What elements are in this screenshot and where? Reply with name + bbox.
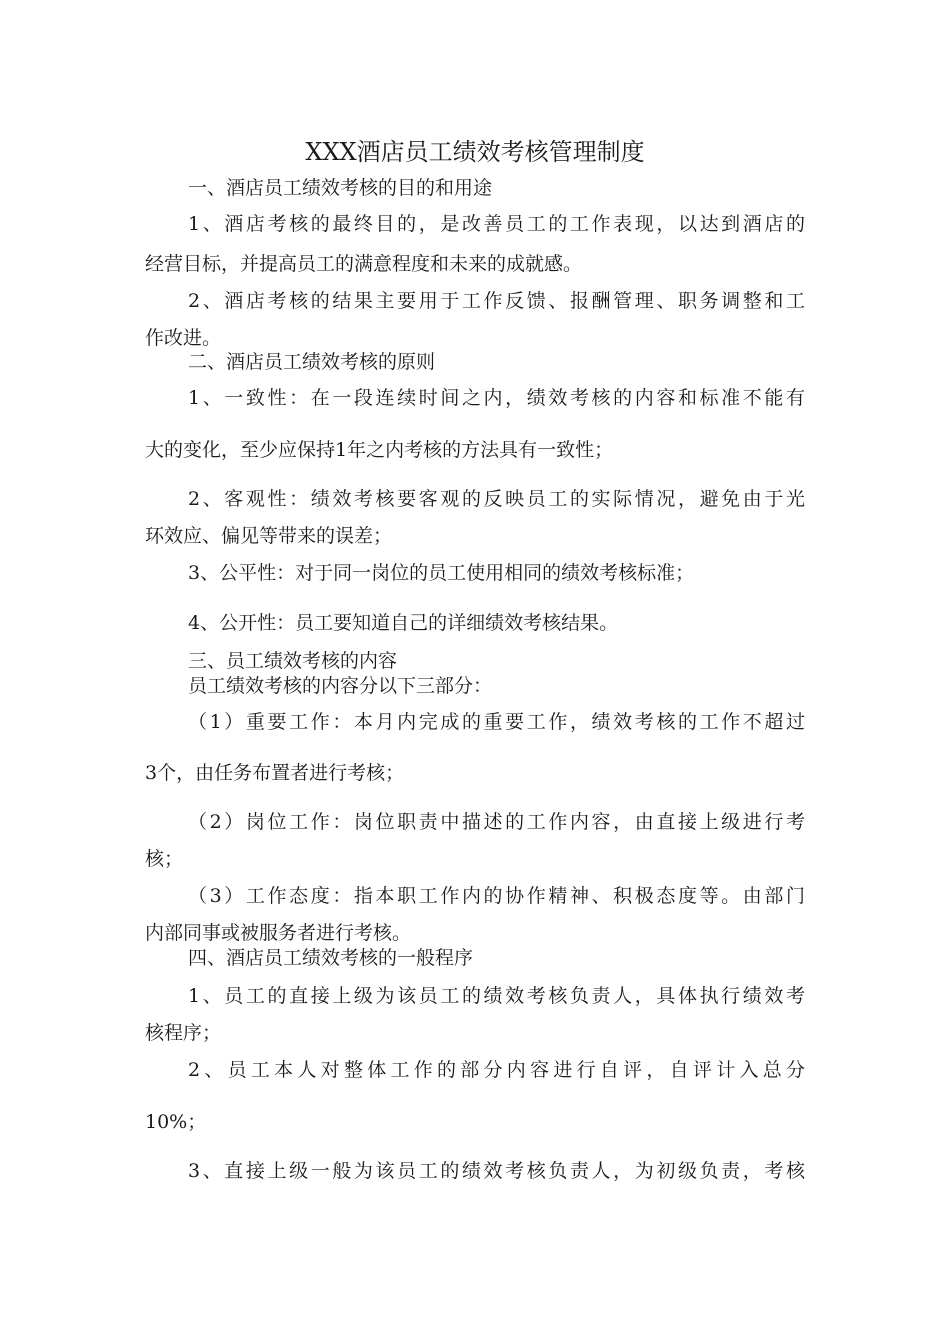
paragraph-line: 1、一致性：在一段连续时间之内，绩效考核的内容和标准不能有 [188, 387, 805, 409]
paragraph-line: 2、客观性：绩效考核要客观的反映员工的实际情况，避免由于光 [188, 488, 805, 510]
paragraph-line: 核； [145, 848, 184, 870]
paragraph-line: 3、公平性：对于同一岗位的员工使用相同的绩效考核标准； [188, 562, 695, 584]
paragraph-line: 1、员工的直接上级为该员工的绩效考核负责人，具体执行绩效考 [188, 985, 805, 1007]
paragraph-line: 环效应、偏见等带来的误差； [145, 525, 393, 547]
paragraph-line: （3）工作态度：指本职工作内的协作精神、积极态度等。由部门 [188, 885, 805, 907]
paragraph-line: （1）重要工作：本月内完成的重要工作，绩效考核的工作不超过 [188, 711, 805, 733]
paragraph-line: 4、公开性：员工要知道自己的详细绩效考核结果。 [188, 612, 619, 634]
section-heading-1: 一、酒店员工绩效考核的目的和用途 [188, 177, 493, 199]
paragraph-line: 2、酒店考核的结果主要用于工作反馈、报酬管理、职务调整和工 [188, 290, 805, 312]
paragraph-line: 作改进。 [145, 327, 222, 349]
paragraph-line: 内部同事或被服务者进行考核。 [145, 922, 412, 944]
paragraph-line: 大的变化，至少应保持1年之内考核的方法具有一致性； [145, 439, 614, 461]
paragraph-line: 3个，由任务布置者进行考核； [145, 762, 405, 784]
paragraph-line: 3、直接上级一般为该员工的绩效考核负责人，为初级负责，考核 [188, 1160, 805, 1182]
paragraph-line: 1、酒店考核的最终目的，是改善员工的工作表现，以达到酒店的 [188, 213, 805, 235]
document-title: XXX酒店员工绩效考核管理制度 [305, 138, 645, 166]
paragraph-line: 核程序； [145, 1022, 222, 1044]
section-heading-3: 三、员工绩效考核的内容 [188, 650, 398, 672]
section-heading-4: 四、酒店员工绩效考核的一般程序 [188, 947, 474, 969]
section-heading-2: 二、酒店员工绩效考核的原则 [188, 351, 436, 373]
paragraph-line: 经营目标，并提高员工的满意程度和未来的成就感。 [145, 253, 583, 275]
paragraph-line: 2、员工本人对整体工作的部分内容进行自评，自评计入总分 [188, 1059, 805, 1081]
paragraph-line: （2）岗位工作：岗位职责中描述的工作内容，由直接上级进行考 [188, 811, 805, 833]
paragraph-line: 员工绩效考核的内容分以下三部分： [188, 675, 493, 697]
paragraph-line: 10%； [145, 1111, 207, 1133]
